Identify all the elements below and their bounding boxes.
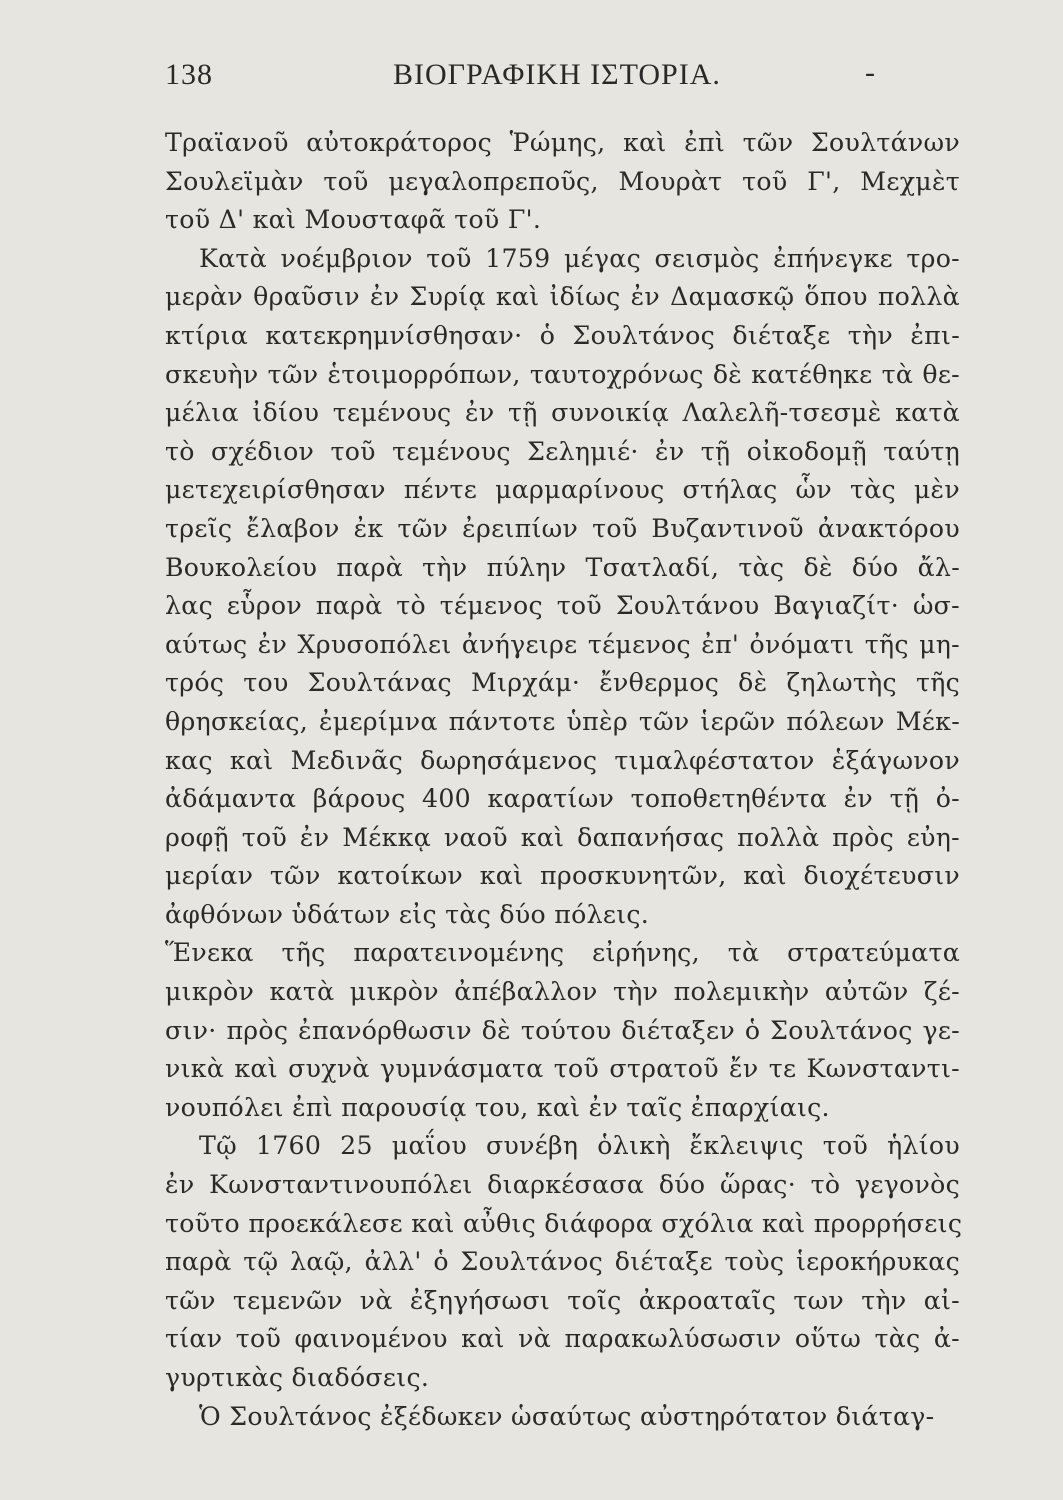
text-line: γυρτικὰς διαδόσεις.	[165, 1363, 430, 1392]
text-line: σκευὴν τῶν ἑτοιμορρόπων, ταυτοχρόνως δὲ κατέθηκε τὰ θε-	[165, 359, 960, 389]
paragraph	[165, 1127, 963, 1397]
text-line: μερὰν θραῦσιν ἐν Συρίᾳ καὶ ἰδίως ἐν Δαμασκῷ ὅπου πολλὰ	[165, 282, 960, 312]
text-line: σιν· πρὸς ἐπανόρθωσιν δὲ τούτου διέταξεν ὁ Σουλτάνος γε-	[165, 1015, 960, 1045]
text-line: ἐν Κωνσταντινουπόλει διαρκέσασα δύο ὥρας· τὸ γεγονὸς	[165, 1170, 960, 1200]
header-dash: -	[865, 56, 875, 89]
body-text	[165, 124, 963, 1436]
paragraph	[165, 240, 960, 935]
text-line: Τῷ 1760 25 μαΐου συνέβη ὁλικὴ ἔκλειψις τοῦ ἡλίου	[199, 1131, 960, 1161]
text-line: τοῦτο προεκάλεσε καὶ αὖθις διάφορα σχόλια καὶ προρρήσεις	[165, 1208, 963, 1238]
text-line: τρός του Σουλτάνας Μιρχάμ· ἔνθερμος δὲ ζηλωτὴς τῆς	[165, 668, 960, 698]
text-line: ἀφθόνων ὑδάτων εἰς τὰς δύο πόλεις.	[165, 899, 650, 929]
text-line: Βουκολείου παρὰ τὴν πύλην Τσατλαδί, τὰς δὲ δύο ἄλ-	[165, 552, 960, 582]
paragraph	[165, 124, 960, 240]
text-line: Σουλεϊμὰν τοῦ μεγαλοπρεποῦς, Μουρὰτ τοῦ Γ', Μεχμὲτ	[165, 166, 960, 196]
text-line: ἀδάμαντα βάρους 400 καρατίων τοποθετηθέντα ἐν τῇ ὀ-	[165, 784, 960, 814]
text-line: τίαν τοῦ φαινομένου καὶ νὰ παρακωλύσωσιν οὕτω τὰς ἀ-	[165, 1324, 960, 1354]
text-line: θρησκείας, ἐμερίμνα πάντοτε ὑπὲρ τῶν ἱερῶν πόλεων Μέκ-	[165, 706, 960, 736]
text-line: λας εὗρον παρὰ τὸ τέμενος τοῦ Σουλτάνου Βαγιαζίτ· ὡσ-	[165, 591, 960, 621]
text-line: παρὰ τῷ λαῷ, ἀλλ' ὁ Σουλτάνος διέταξε τοὺς ἱεροκήρυκας	[165, 1247, 960, 1277]
text-line: Ἕνεκα τῆς παρατεινομένης εἰρήνης, τὰ στρατεύματα	[165, 938, 960, 968]
running-title: ΒΙΟΓΡΑΦΙΚΗ ΙΣΤΟΡΙΑ.	[393, 58, 721, 91]
text-line: ροφῇ τοῦ ἐν Μέκκᾳ ναοῦ καὶ δαπανήσας πολλὰ πρὸς εὐη-	[165, 822, 960, 852]
paragraph	[165, 934, 960, 1127]
text-line: κτίρια κατεκρημνίσθησαν· ὁ Σουλτάνος διέταξε τὴν ἐπι-	[165, 320, 960, 350]
text-line: τὸ σχέδιον τοῦ τεμένους Σελημιέ· ἐν τῇ οἰκοδομῇ ταύτῃ	[165, 436, 960, 466]
paragraph	[165, 1398, 960, 1437]
text-line: τοῦ Δ' καὶ Μουσταφᾶ τοῦ Γ'.	[165, 205, 542, 235]
text-line: νικὰ καὶ συχνὰ γυμνάσματα τοῦ στρατοῦ ἔν τε Κωνσταντι-	[165, 1054, 960, 1084]
text-line: νουπόλει ἐπὶ παρουσίᾳ του, καὶ ἐν ταῖς ἐπαρχίαις.	[165, 1092, 830, 1122]
text-line: Τραϊανοῦ αὐτοκράτορος Ῥώμης, καὶ ἐπὶ τῶν Σουλτάνων	[165, 128, 960, 157]
text-line: μέλια ἰδίου τεμένους ἐν τῇ συνοικίᾳ Λαλελῆ-τσεσμὲ κατὰ	[165, 398, 960, 428]
text-line: Ὁ Σουλτάνος ἐξέδωκεν ὡσαύτως αὐστηρότατον διάταγ-	[199, 1401, 935, 1431]
text-line: κας καὶ Μεδινᾶς δωρησάμενος τιμαλφέστατον ἑξάγωνον	[165, 745, 960, 775]
text-line: μετεχειρίσθησαν πέντε μαρμαρίνους στήλας ὧν τὰς μὲν	[165, 475, 960, 505]
text-line: τῶν τεμενῶν νὰ ἐξηγήσωσι τοῖς ἀκροαταῖς των τὴν αἰ-	[165, 1285, 960, 1315]
text-line: μερίαν τῶν κατοίκων καὶ προσκυνητῶν, καὶ διοχέτευσιν	[165, 861, 960, 891]
text-line: τρεῖς ἔλαβον ἐκ τῶν ἐρειπίων τοῦ Βυζαντινοῦ ἀνακτόρου	[165, 513, 960, 543]
page-number: 138	[165, 58, 213, 91]
text-line: μικρὸν κατὰ μικρὸν ἀπέβαλλον τὴν πολεμικὴν αὐτῶν ζέ-	[165, 977, 960, 1007]
text-line: Κατὰ νοέμβριον τοῦ 1759 μέγας σεισμὸς ἐπήνεγκε τρο-	[199, 243, 960, 273]
running-head	[165, 58, 885, 98]
text-line: αύτως ἐν Χρυσοπόλει ἀνήγειρε τέμενος ἐπ' ὀνόματι τῆς μη-	[165, 629, 960, 659]
